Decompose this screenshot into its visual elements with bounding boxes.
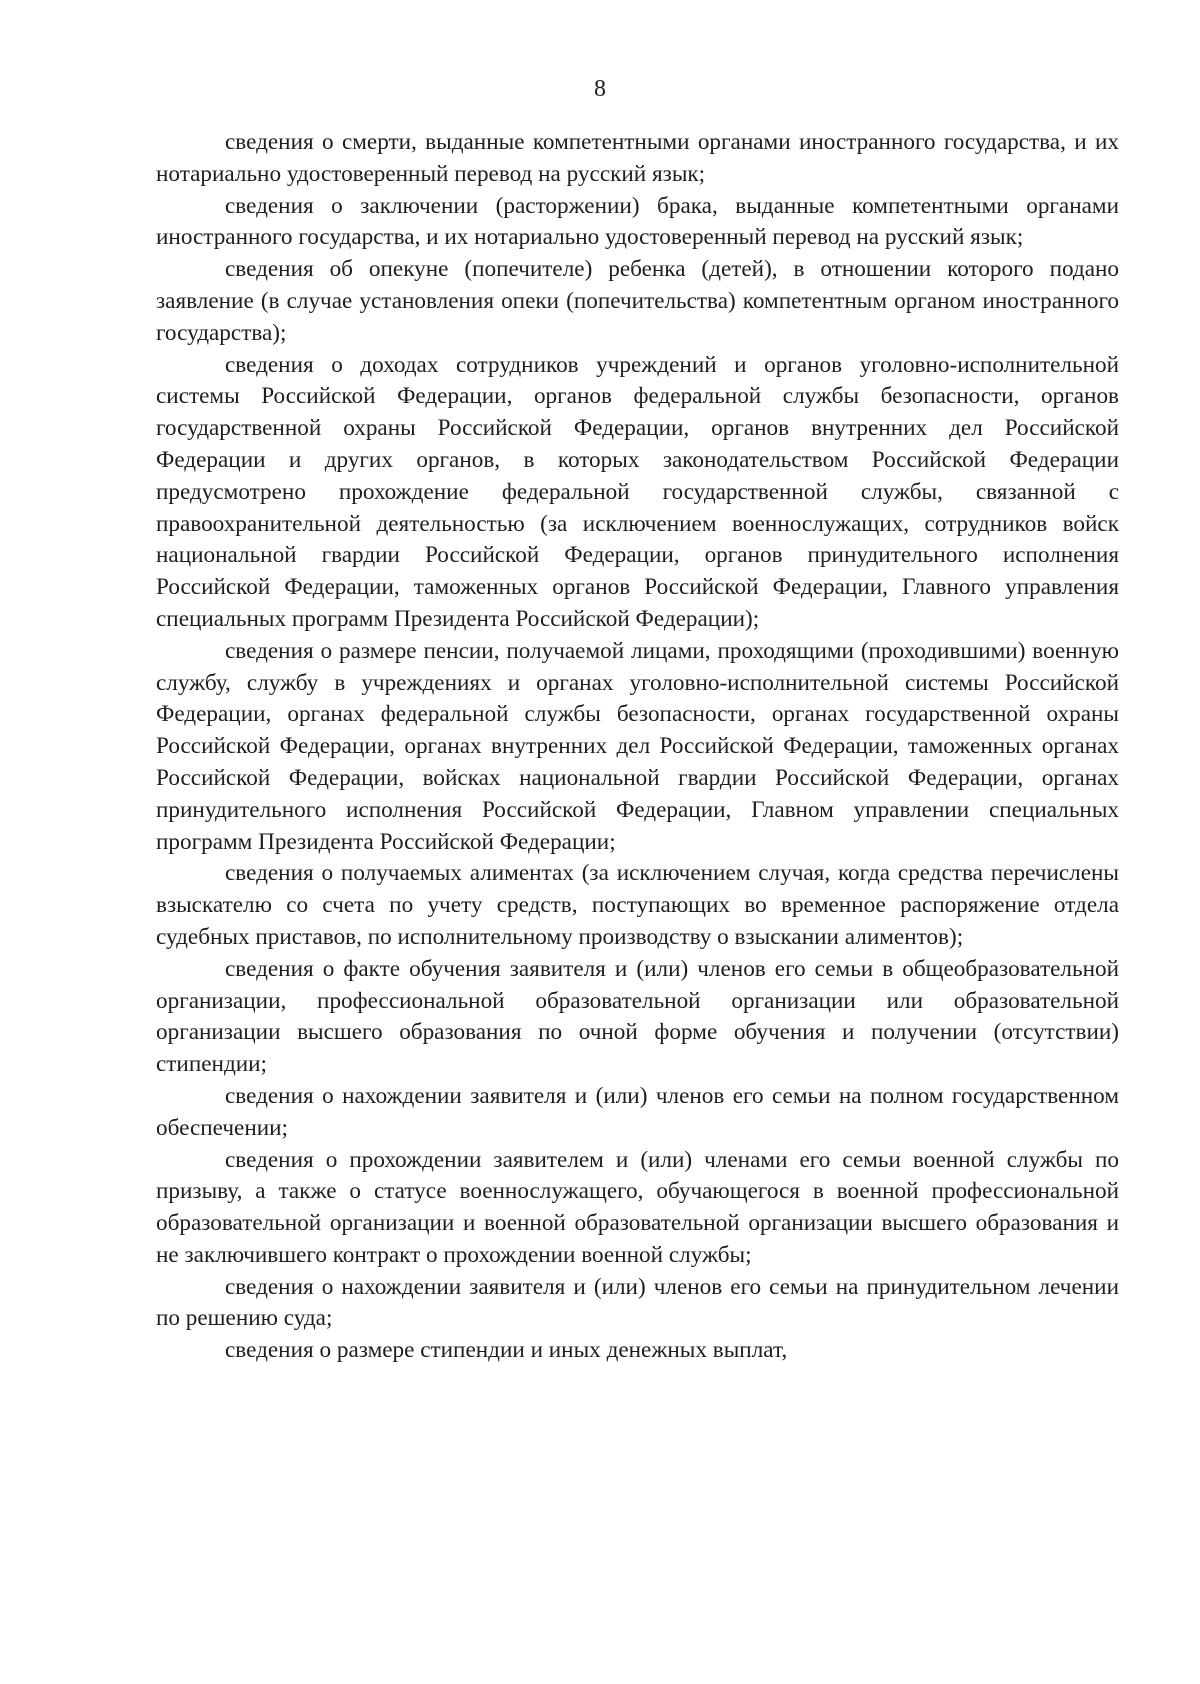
paragraph-stipend-size: сведения о размере стипендии и иных денежных выплат, bbox=[225, 1337, 788, 1364]
paragraph-state-support: сведения о нахождении заявителя и (или) членов его семьи на полном государственном обеспечении; bbox=[156, 1082, 1119, 1141]
paragraph-compulsory-treatment: сведения о нахождении заявителя и (или) членов его семьи на принудительном лечении по решению суда; bbox=[156, 1273, 1119, 1332]
paragraph-education-fact: сведения о факте обучения заявителя и (или) членов его семьи в общеобразовательной организации, профессиональной образовательной организации или образовательной организации высшего образования по очной форме обучения и получении (отсутствии) стипендии; bbox=[156, 955, 1119, 1078]
paragraph-alimony: сведения о получаемых алиментах (за исключением случая, когда средства перечислены взыскателю со счета по учету средств, поступающих во временное распоряжение отдела судебных приставов, по исполнительному производству о взыскании алиментов); bbox=[156, 860, 1119, 950]
document-body bbox=[156, 127, 1119, 1367]
page-number: 8 bbox=[594, 76, 606, 102]
paragraph-death-records: сведения о смерти, выданные компетентными органами иностранного государства, и их нотариально удостоверенный перевод на русский язык; bbox=[156, 129, 1119, 187]
paragraph-marriage-records: сведения о заключении (расторжении) брака, выданные компетентными органами иностранного государства, и их нотариально удостоверенный перевод на русский язык; bbox=[156, 192, 1119, 251]
paragraph-guardian-info: сведения об опекуне (попечителе) ребенка (детей), в отношении которого подано заявление (в случае установления опеки (попечительства) компетентным органом иностранного государства); bbox=[156, 256, 1119, 346]
paragraph-pension-size: сведения о размере пенсии, получаемой лицами, проходящими (проходившими) военную службу, службу в учреждениях и органах уголовно-исполнительной системы Российской Федерации, органах федеральной службы безопасности, органах государственной охраны Российской Федерации, органах внутренних дел Российской Федерации, таможенных органах Российской Федерации, войсках национальной гвардии Российской Федерации, органах принудительного исполнения Российской Федерации, Главном управлении специальных программ Президента Российской Федерации; bbox=[156, 637, 1119, 855]
paragraph-military-service: сведения о прохождении заявителем и (или) членами его семьи военной службы по призыву, а также о статусе военнослужащего, обучающегося в военной профессиональной образовательной организации и военной образовательной организации высшего образования и не заключившего контракт о прохождении военной службы; bbox=[156, 1146, 1119, 1268]
paragraph-employee-income: сведения о доходах сотрудников учреждений и органов уголовно-исполнительной системы Российской Федерации, органов федеральной службы безопасности, органов государственной охраны Российской Федерации, органов внутренних дел Российской Федерации и других органов, в которых законодательством Российской Федерации предусмотрено прохождение федеральной государственной службы, связанной с правоохранительной деятельностью (за исключением военнослужащих, сотрудников войск национальной гвардии Российской Федерации, органов принудительного исполнения Российской Федерации, таможенных органов Российской Федерации, Главного управления специальных программ Президента Российской Федерации); bbox=[156, 351, 1119, 632]
